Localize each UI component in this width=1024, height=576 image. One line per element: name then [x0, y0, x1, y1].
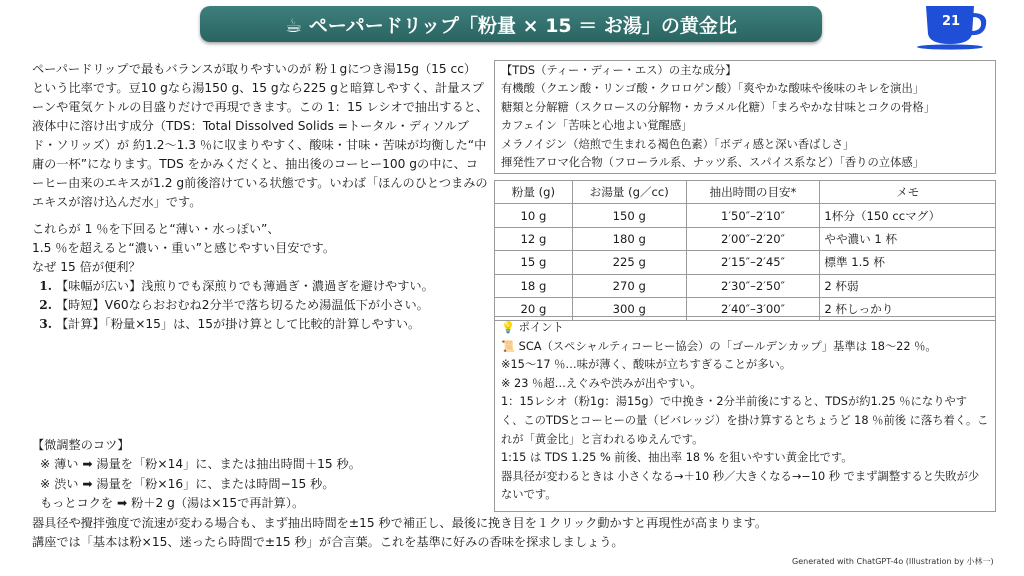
tips-line: 器具径や攪拌強度で流速が変わる場合も、まず抽出時間を±15 秒で補正し、最後に挽き目を１クリック動かすと再現性が高まります。: [32, 515, 768, 530]
reason-number: 3.: [39, 317, 52, 331]
brew-ratio-table: [494, 180, 996, 321]
tds-heading: 【TDS（ティー・ディー・エス）の主な成分】: [501, 64, 737, 77]
tip-item: もっとコクを ➡ 粉＋2 g（湯は×15で再計算）。: [40, 496, 305, 511]
header-cell: 抽出時間の目安*: [686, 181, 820, 204]
table-cell: 標準 1.5 杯: [820, 251, 996, 274]
tip-item: ※ 渋い ➡ 湯量を「粉×16」に、または時間−15 秒。: [40, 476, 335, 491]
slide-title-bar: [200, 6, 822, 42]
point-line: 器具径が変わるときは 小さくなる→＋10 秒／大きくなる→−10 秒 でまず調整すると失敗が少ないです。: [501, 469, 980, 502]
reason-text: 【時短】V60ならおおむね2分半で落ち切るため湯温低下が小さい。: [56, 298, 429, 312]
tip-item: ※ 薄い ➡ 湯量を「粉×14」に、または抽出時間＋15 秒。: [40, 457, 361, 472]
slide-title: ☕ ペーパードリップ「粉量 × 15 ＝ お湯」の黄金比: [285, 14, 737, 37]
table-row: [495, 274, 996, 297]
tips-heading: 【微調整のコツ】: [32, 438, 130, 452]
table-cell: やや濃い 1 杯: [820, 227, 996, 250]
table-cell: 18 g: [495, 274, 573, 297]
table-row: [495, 227, 996, 250]
table-cell: 2 杯しっかり: [820, 297, 996, 320]
tds-row: 揮発性アロマ化合物（フローラル系、ナッツ系、スパイス系など）「香りの立体感」: [501, 156, 924, 170]
point-line: 📜 SCA（スペシャルティコーヒー協会）の「ゴールデンカップ」基準は 18〜22 ％。: [501, 339, 937, 353]
intro-line-strong: 1.5 ％を超えると“濃い・重い”と感じやすい目安です。: [32, 241, 336, 255]
header-cell: お湯量 (g／cc): [572, 181, 686, 204]
tds-row: カフェイン「苦味と心地よい覚醒感」: [501, 119, 693, 133]
reason-item: [32, 296, 490, 315]
intro-line-thin: これらが 1 ％を下回ると“薄い・水っぽい”、: [32, 222, 280, 236]
credit-text: Generated with ChatGPT-4o (Illustration by 小林一): [792, 557, 994, 566]
table-cell: 15 g: [495, 251, 573, 274]
intro-section: [32, 60, 490, 334]
reason-number: 1.: [39, 279, 52, 293]
reason-item: [32, 315, 490, 334]
tds-row: 有機酸（クエン酸・リンゴ酸・クロロゲン酸）「爽やかな酸味や後味のキレを演出」: [501, 82, 925, 96]
point-line: 1:15 は TDS 1.25 % 前後、抽出率 18 % を狙いやすい黄金比です。: [501, 451, 853, 465]
table-cell: 20 g: [495, 297, 573, 320]
header-cell: メモ: [820, 181, 996, 204]
tds-components-box: [494, 60, 996, 174]
reason-text: 【味幅が広い】浅煎りでも深煎りでも薄過ぎ・濃過ぎを避けやすい。: [56, 279, 434, 293]
table-cell: 12 g: [495, 227, 573, 250]
table-cell: 2′00″–2′20″: [686, 227, 820, 250]
reason-item: [32, 277, 490, 296]
table-cell: 2′30″–2′50″: [686, 274, 820, 297]
table-cell: 2 杯弱: [820, 274, 996, 297]
reason-text: 【計算】「粉量×15」は、15が掛け算として比較的計算しやすい。: [56, 317, 421, 331]
table-cell: 1′50″–2′10″: [686, 204, 820, 227]
table-cell: 1杯分（150 ccマグ）: [820, 204, 996, 227]
table-cell: 225 g: [572, 251, 686, 274]
header-cell: 粉量 (g): [495, 181, 573, 204]
reasons-heading: なぜ 15 倍が便利？: [32, 260, 141, 274]
tips-section: [32, 436, 992, 552]
tips-line: 講座では「基本は粉×15、迷ったら時間で±15 秒」が合言葉。これを基準に好みの香味を探求しましょう。: [32, 535, 624, 550]
table-cell: 10 g: [495, 204, 573, 227]
table-cell: 180 g: [572, 227, 686, 250]
intro-paragraph: ペーパードリップで最もバランスが取りやすいのが 粉１gにつき湯15g（15 cc） という比率です。豆10 gなら湯150 g、15 gなら225 gと暗算しやすく、計量スプーンや電気ケトルの目盛りだけで再現できます。この 1：15 レシオで抽出すると、液体中に溶け出す成分（TDS：Total Dissolved Solids =トータル・ディソルブド・ソリッズ）が 約1.2〜1.3 ％に収まりやすく、酸味・甘味・苦味が均衡した“中庸の一杯”になります。TDS をかみくだくと、抽出後のコーヒー100 gの中に、コーヒー由来のエキスが1.2 g前後溶けている状態です。いわば「ほんのひとつまみのエキスが溶け込んだ水」です。: [32, 62, 489, 209]
table-cell: 150 g: [572, 204, 686, 227]
table-cell: 2′40″–3′00″: [686, 297, 820, 320]
point-heading: 💡 ポイント: [501, 321, 564, 334]
table-cell: 2′15″–2′45″: [686, 251, 820, 274]
tds-row: 糖類と分解糖（スクロースの分解物・カラメル化糖）「まろやかな甘味とコクの骨格」: [501, 100, 936, 114]
page-number: 21: [941, 14, 961, 29]
point-line: ※ 23 ％超…えぐみや渋みが出やすい。: [501, 376, 702, 390]
point-line: ※15〜17 ％…味が薄く、酸味が立ちすぎることが多い。: [501, 358, 792, 372]
table-cell: 270 g: [572, 274, 686, 297]
reason-number: 2.: [39, 298, 52, 312]
table-row: [495, 204, 996, 227]
tds-row: メラノイジン（焙煎で生まれる褐色色素）「ボディ感と深い香ばしさ」: [501, 137, 855, 151]
table-row: [495, 251, 996, 274]
point-line: 1：15レシオ（粉1g：湯15g）で中挽き・2分半前後にすると、TDSが約1.25 ％になりやすく、このTDSとコーヒーの量（ビバレッジ）を掛け算するとちょうど 18 ％前後 に落ち着く。これが「黄金比」と言われるゆえんです。: [501, 395, 989, 446]
table-cell: 300 g: [572, 297, 686, 320]
table-header-row: [495, 181, 996, 204]
